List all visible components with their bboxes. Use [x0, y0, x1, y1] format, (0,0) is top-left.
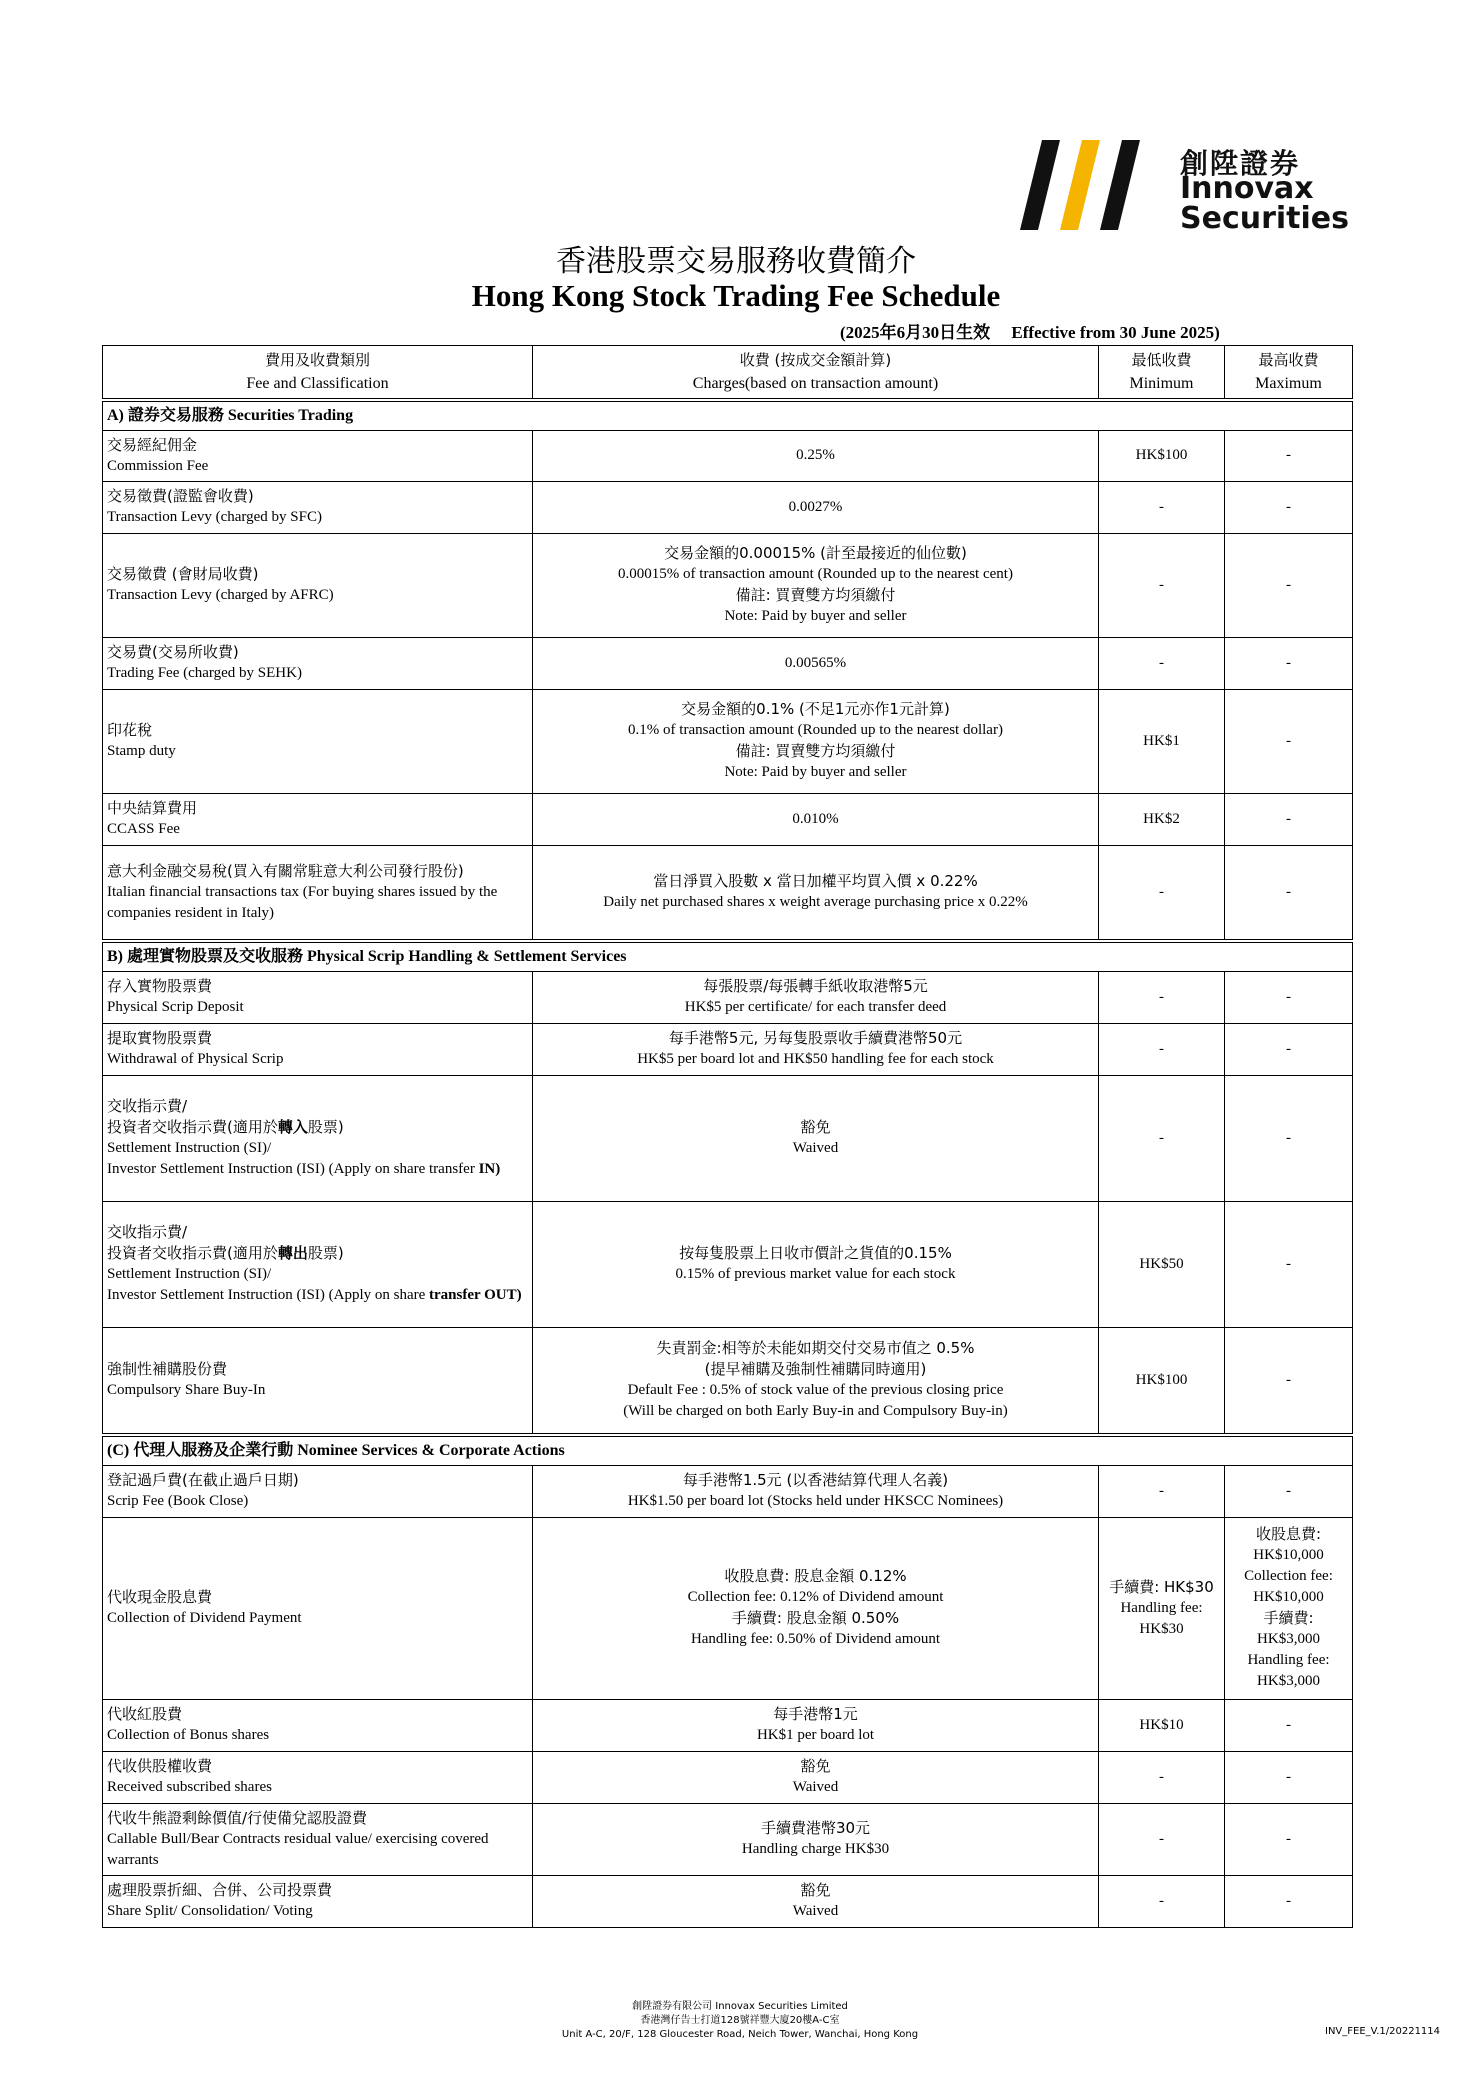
- fee-charge: 手續費港幣30元 Handling charge HK$30: [533, 1803, 1099, 1875]
- innovax-logo: [1020, 140, 1349, 240]
- logo-text-en-1: Innovax: [1180, 171, 1314, 206]
- table-row: [103, 481, 1353, 533]
- fee-max: -: [1225, 1699, 1353, 1751]
- fee-name: 提取實物股票費 Withdrawal of Physical Scrip: [103, 1023, 533, 1075]
- fee-max: -: [1225, 971, 1353, 1023]
- fee-name: 代收供股權收費 Received subscribed shares: [103, 1751, 533, 1803]
- fee-charge: 豁免 Waived: [533, 1875, 1099, 1927]
- fee-min: HK$100: [1099, 430, 1225, 481]
- fee-name: 交易徵費(證監會收費) Transaction Levy (charged by SFC): [103, 481, 533, 533]
- fee-charge: 收股息費: 股息金額 0.12% Collection fee: 0.12% of Dividend amount 手續費: 股息金額 0.50% Handling fee: 0.50% of Dividend amount: [533, 1517, 1099, 1699]
- fee-charge: 失責罰金:相等於未能如期交付交易市值之 0.5% (提早補購及強制性補購同時適用) Default Fee : 0.5% of stock value of the previous closing price (Will be charged on both Early Buy-in and Compulsory Buy-in): [533, 1327, 1099, 1435]
- section-a-title: A) 證券交易服務 Securities Trading: [103, 400, 1353, 430]
- fee-name: 代收紅股費 Collection of Bonus shares: [103, 1699, 533, 1751]
- section-header: [103, 1435, 1353, 1465]
- fee-max: -: [1225, 1023, 1353, 1075]
- header-maximum: 最高收費 Maximum: [1225, 346, 1353, 401]
- fee-max: -: [1225, 1075, 1353, 1201]
- fee-max: -: [1225, 1465, 1353, 1517]
- fee-charge: 交易金額的0.1% (不足1元亦作1元計算) 0.1% of transaction amount (Rounded up to the nearest dollar) 備註: 買賣雙方均須繳付 Note: Paid by buyer and seller: [533, 689, 1099, 793]
- fee-max: -: [1225, 689, 1353, 793]
- fee-max: -: [1225, 430, 1353, 481]
- header-fee: 費用及收費類別 Fee and Classification: [103, 346, 533, 401]
- fee-name: 強制性補購股份費 Compulsory Share Buy-In: [103, 1327, 533, 1435]
- fee-charge: 當日淨買入股數 x 當日加權平均買入價 x 0.22% Daily net purchased shares x weight average purchasing price x 0.22%: [533, 845, 1099, 941]
- footer-company: 創陞證券有限公司 Innovax Securities Limited: [632, 2001, 848, 2012]
- fee-min: 手續費: HK$30 Handling fee: HK$30: [1099, 1517, 1225, 1699]
- fee-charge: 每手港幣5元, 另每隻股票收手續費港幣50元 HK$5 per board lot and HK$50 handling fee for each stock: [533, 1023, 1099, 1075]
- footer-address: [500, 2000, 980, 2042]
- fee-min: -: [1099, 1803, 1225, 1875]
- fee-min: HK$10: [1099, 1699, 1225, 1751]
- table-row: [103, 1699, 1353, 1751]
- table-row: [103, 1075, 1353, 1201]
- fee-name: 交收指示費/ 投資者交收指示費(適用於轉出股票) Settlement Instruction (SI)/ Investor Settlement Instruction (ISI) (Apply on share transfer OUT): [103, 1201, 533, 1327]
- effective-date: (2025年6月30日生效 Effective from 30 June 2025): [840, 323, 1220, 342]
- fee-name: 交易經紀佣金 Commission Fee: [103, 430, 533, 481]
- fee-min: -: [1099, 1751, 1225, 1803]
- document-id: INV_FEE_V.1/20221114: [1325, 2026, 1441, 2037]
- fee-min: -: [1099, 1465, 1225, 1517]
- fee-name: 交收指示費/ 投資者交收指示費(適用於轉入股票) Settlement Instruction (SI)/ Investor Settlement Instruction (ISI) (Apply on share transfer IN): [103, 1075, 533, 1201]
- section-c-title: (C) 代理人服務及企業行動 Nominee Services & Corporate Actions: [103, 1435, 1353, 1465]
- fee-name: 交易徵費 (會財局收費) Transaction Levy (charged by AFRC): [103, 533, 533, 637]
- fee-charge: 每手港幣1元 HK$1 per board lot: [533, 1699, 1099, 1751]
- fee-charge: 每手港幣1.5元 (以香港結算代理人名義) HK$1.50 per board lot (Stocks held under HKSCC Nominees): [533, 1465, 1099, 1517]
- table-row: [103, 1875, 1353, 1927]
- table-row: [103, 793, 1353, 845]
- fee-name: 存入實物股票費 Physical Scrip Deposit: [103, 971, 533, 1023]
- fee-min: HK$1: [1099, 689, 1225, 793]
- fee-charge: 每張股票/每張轉手紙收取港幣5元 HK$5 per certificate/ for each transfer deed: [533, 971, 1099, 1023]
- brand-slashes-icon: [1020, 140, 1170, 230]
- fee-min: -: [1099, 1075, 1225, 1201]
- fee-min: HK$2: [1099, 793, 1225, 845]
- fee-charge: 豁免 Waived: [533, 1751, 1099, 1803]
- fee-charge: 交易金額的0.00015% (計至最接近的仙位數) 0.00015% of transaction amount (Rounded up to the nearest cent) 備註: 買賣雙方均須繳付 Note: Paid by buyer and seller: [533, 533, 1099, 637]
- fee-name: 代收現金股息費 Collection of Dividend Payment: [103, 1517, 533, 1699]
- fee-charge: 按每隻股票上日收市價計之貨值的0.15% 0.15% of previous market value for each stock: [533, 1201, 1099, 1327]
- fee-name: 交易費(交易所收費) Trading Fee (charged by SEHK): [103, 637, 533, 689]
- section-header: [103, 941, 1353, 971]
- footer-address-en: Unit A-C, 20/F, 128 Gloucester Road, Neich Tower, Wanchai, Hong Kong: [561, 2029, 919, 2040]
- table-row: [103, 1023, 1353, 1075]
- page-title-zh: 香港股票交易服務收費簡介: [556, 244, 916, 279]
- fee-min: -: [1099, 481, 1225, 533]
- table-row: [103, 1751, 1353, 1803]
- table-row: [103, 430, 1353, 481]
- table-row: [103, 637, 1353, 689]
- fee-min: HK$100: [1099, 1327, 1225, 1435]
- logo-text-en-2: Securities: [1180, 201, 1349, 236]
- table-row: [103, 1201, 1353, 1327]
- fee-name: 登記過戶費(在截止過戶日期) Scrip Fee (Book Close): [103, 1465, 533, 1517]
- fee-charge: 0.0027%: [533, 481, 1099, 533]
- fee-max: -: [1225, 1803, 1353, 1875]
- fee-min: -: [1099, 1023, 1225, 1075]
- fee-max: -: [1225, 845, 1353, 941]
- fee-max: -: [1225, 1875, 1353, 1927]
- fee-charge: 0.010%: [533, 793, 1099, 845]
- footer-address-zh: 香港灣仔告士打道128號祥豐大廈20樓A-C室: [640, 2015, 840, 2026]
- fee-min: HK$50: [1099, 1201, 1225, 1327]
- fee-name: 印花稅 Stamp duty: [103, 689, 533, 793]
- fee-min: -: [1099, 533, 1225, 637]
- fee-max: -: [1225, 533, 1353, 637]
- header-minimum: 最低收費 Minimum: [1099, 346, 1225, 401]
- fee-max: -: [1225, 481, 1353, 533]
- table-row: [103, 1803, 1353, 1875]
- fee-max: -: [1225, 637, 1353, 689]
- fee-min: -: [1099, 971, 1225, 1023]
- fee-name: 代收牛熊證剩餘價值/行使備兌認股證費 Callable Bull/Bear Contracts residual value/ exercising covered warrants: [103, 1803, 533, 1875]
- section-header: [103, 400, 1353, 430]
- table-row: [103, 1517, 1353, 1699]
- fee-max: -: [1225, 793, 1353, 845]
- table-row: [103, 1327, 1353, 1435]
- section-b-title: B) 處理實物股票及交收服務 Physical Scrip Handling & Settlement Services: [103, 941, 1353, 971]
- table-row: [103, 971, 1353, 1023]
- table-header-row: [103, 346, 1353, 401]
- fee-charge: 0.25%: [533, 430, 1099, 481]
- table-row: [103, 845, 1353, 941]
- page-title-en: Hong Kong Stock Trading Fee Schedule: [471, 278, 1001, 313]
- table-row: [103, 1465, 1353, 1517]
- fee-name: 處理股票折細、合併、公司投票費 Share Split/ Consolidation/ Voting: [103, 1875, 533, 1927]
- fee-name: 意大利金融交易稅(買入有關常駐意大利公司發行股份) Italian financial transactions tax (For buying shares issued by the companies resident in Italy): [103, 845, 533, 941]
- fee-name: 中央結算費用 CCASS Fee: [103, 793, 533, 845]
- fee-max: -: [1225, 1201, 1353, 1327]
- logo-text-zh: 創陞證券: [1180, 147, 1301, 180]
- fee-max: -: [1225, 1751, 1353, 1803]
- fee-max: 收股息費: HK$10,000 Collection fee: HK$10,000 手續費: HK$3,000 Handling fee: HK$3,000: [1225, 1517, 1353, 1699]
- fee-min: -: [1099, 637, 1225, 689]
- table-row: [103, 689, 1353, 793]
- fee-max: -: [1225, 1327, 1353, 1435]
- fee-min: -: [1099, 1875, 1225, 1927]
- fee-table: [102, 345, 1353, 1928]
- fee-min: -: [1099, 845, 1225, 941]
- table-row: [103, 533, 1353, 637]
- fee-charge: 0.00565%: [533, 637, 1099, 689]
- fee-charge: 豁免 Waived: [533, 1075, 1099, 1201]
- header-charges: 收費 (按成交金額計算) Charges(based on transaction amount): [533, 346, 1099, 401]
